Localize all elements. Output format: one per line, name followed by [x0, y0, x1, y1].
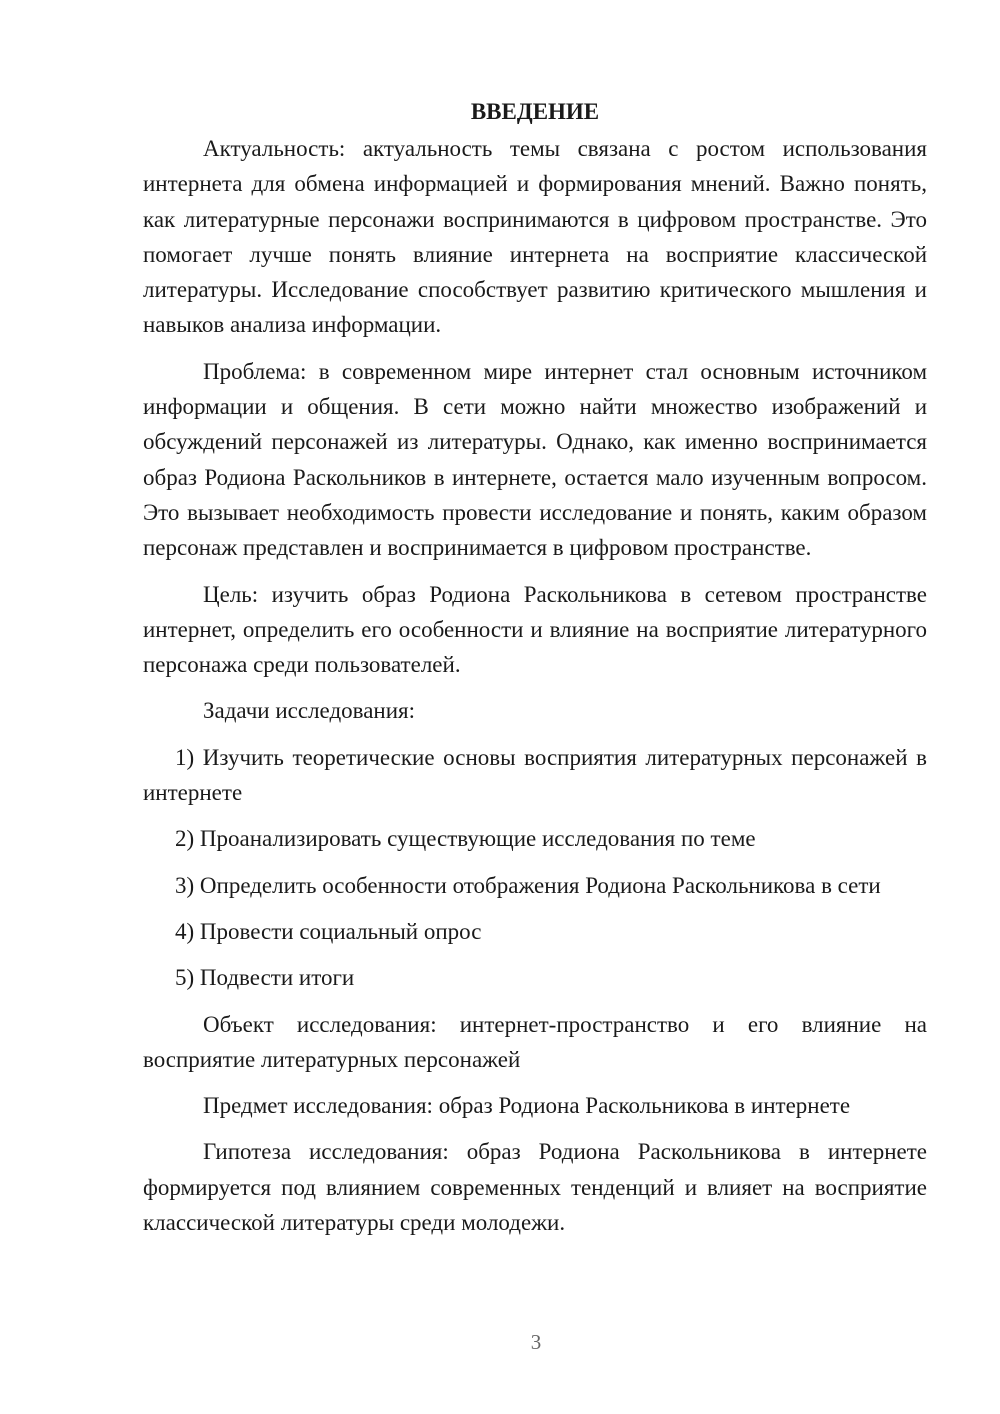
problem-paragraph: Проблема: в современном мире интернет стал основным источником информации и общения. В сети можно найти множество изображений и обсуждений персонажей из литературы. Однако, как именно воспринимается образ Родиона Раскольников в интернете, остается мало изученным вопросом. Это вызывает необходимость провести исследование и понять, каким образом персонаж представлен и воспринимается в цифровом пространстве. [143, 358, 927, 561]
page-number: 3 [530, 1330, 542, 1354]
tasks-heading: Задачи исследования: [203, 698, 416, 724]
subject-paragraph: Предмет исследования: образ Родиона Раскольникова в интернете [203, 1093, 851, 1119]
page-title: ВВЕДЕНИЕ [470, 99, 600, 124]
relevance-paragraph: Актуальность: актуальность темы связана с ростом использования интернета для обмена информацией и формирования мнений. Важно понять, как литературные персонажи воспринимаются в цифровом пространстве. Это помогает лучше понять влияние интернета на восприятие классической литературы. Исследование способствует развитию критического мышления и навыков анализа информации. [143, 136, 927, 338]
object-paragraph: Объект исследования: интернет-пространство и его влияние на восприятие литературных персонажей [143, 1011, 927, 1072]
goal-paragraph: Цель: изучить образ Родиона Раскольникова в сетевом пространстве интернет, определить его особенности и влияние на восприятие литературного персонажа среди пользователей. [143, 581, 927, 678]
task-item: 5) Подвести итоги [175, 965, 355, 991]
hypothesis-paragraph: Гипотеза исследования: образ Родиона Раскольникова в интернете формируется под влиянием современных тенденций и влияет на восприятие классической литературы среди молодежи. [143, 1139, 927, 1236]
task-item: 3) Определить особенности отображения Родиона Раскольникова в сети [175, 872, 881, 898]
task-item: 2) Проанализировать существующие исследования по теме [175, 826, 756, 852]
task-item: 1) Изучить теоретические основы восприятия литературных персонажей в интернете [143, 744, 927, 806]
task-item: 4) Провести социальный опрос [175, 918, 482, 944]
page-content [143, 94, 927, 1251]
